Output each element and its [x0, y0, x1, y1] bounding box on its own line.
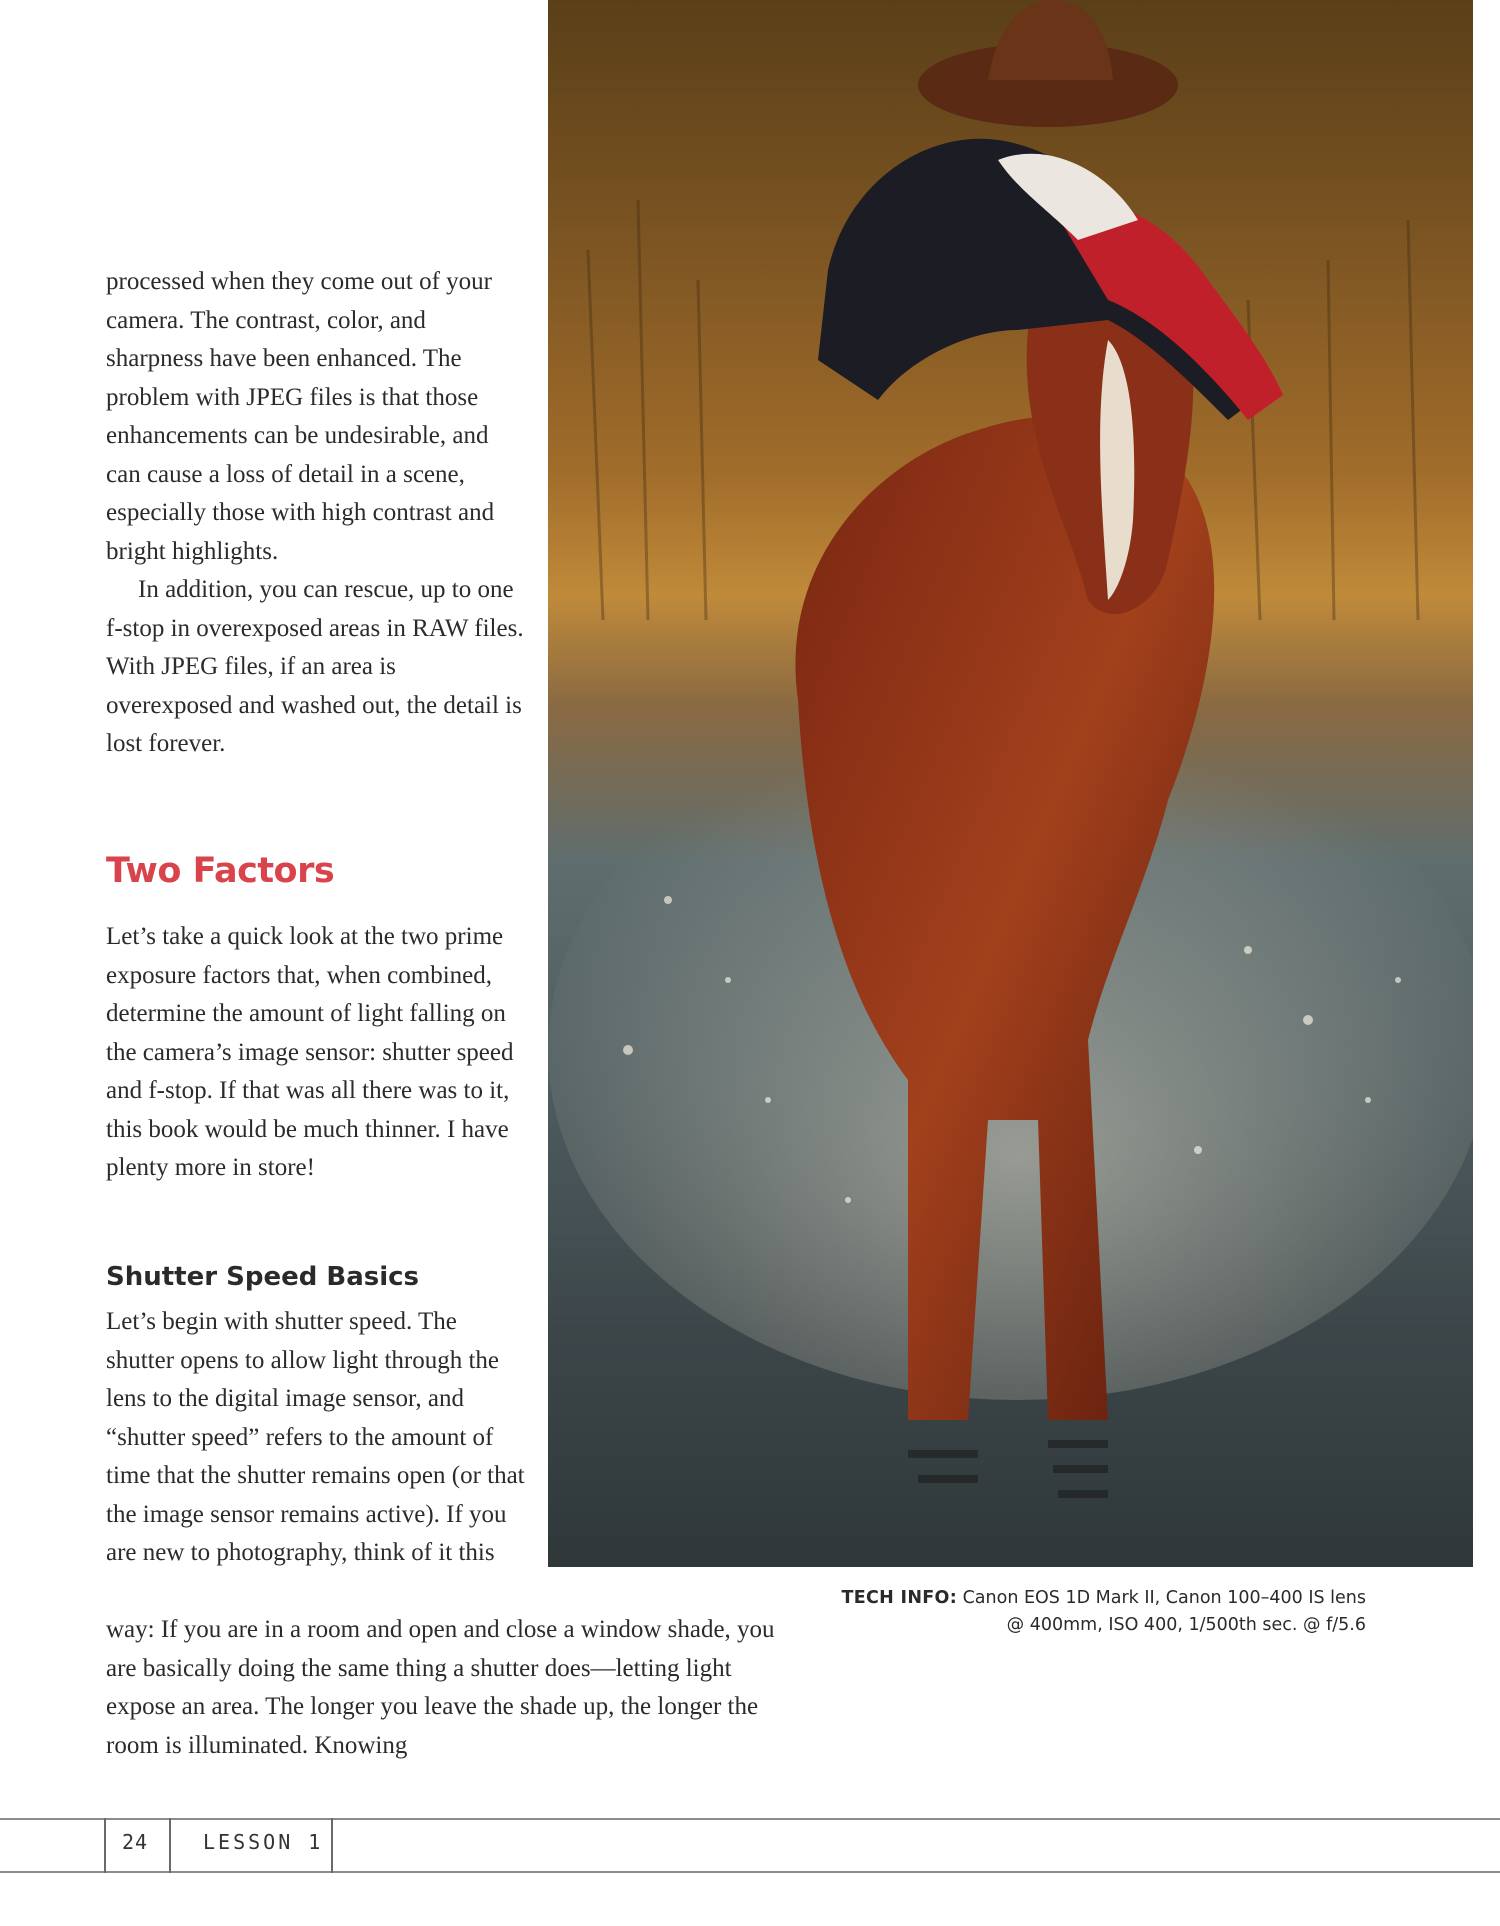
shutter-text-block [106, 1303, 526, 1573]
footer-rule-top [0, 1818, 1500, 1820]
subsection-heading-shutter-speed: Shutter Speed Basics [106, 1262, 420, 1292]
section-heading-two-factors: Two Factors [106, 851, 335, 891]
lesson-label: LESSON 1 [203, 1830, 324, 1854]
intro-paragraph-2: In addition, you can rescue, up to one f-stop in overexposed areas in RAW files. With JPEG files, if an area is overexposed and washed out, the detail is lost forever. [106, 576, 524, 757]
footer-divider-right [331, 1818, 333, 1873]
cowboy-horse-photo [548, 0, 1473, 1567]
shutter-paragraph-narrow: Let’s begin with shutter speed. The shutter opens to allow light through the lens to the digital image sensor, and “shutter speed” refers to the amount of time that the shutter remains open (or that the image sensor remains active). If you are new to photography, think of it this [106, 1308, 525, 1566]
footer-rule-bottom [0, 1871, 1500, 1873]
photo-caption [780, 1585, 1366, 1639]
intro-paragraph-1: processed when they come out of your camera. The contrast, color, and sharpness have been enhanced. The problem with JPEG files is that those enhancements can be undesirable, and can cause a loss of detail in a scene, especially those with high contrast and bright highlights. [106, 268, 495, 565]
caption-line-2: @ 400mm, ISO 400, 1/500th sec. @ f/5.6 [1006, 1615, 1366, 1635]
two-factors-text-block [106, 918, 526, 1188]
page-number: 24 [122, 1830, 149, 1854]
caption-line-1 [780, 1585, 1366, 1612]
shutter-paragraph-wide: way: If you are in a room and open and close a window shade, you are basically doing the same thing a shutter does—letting light expose an area. The longer you leave the shade up, the longer the room is illuminated. Knowing [106, 1616, 775, 1759]
caption-text-1: Canon EOS 1D Mark II, Canon 100–400 IS lens [962, 1588, 1366, 1608]
intro-text-block [106, 263, 526, 764]
shutter-text-block-wide [106, 1611, 786, 1765]
two-factors-paragraph: Let’s take a quick look at the two prime exposure factors that, when combined, determine the amount of light falling on the camera’s image sensor: shutter speed and f-stop. If that was all there was to it, this book would be much thinner. I have plenty more in store! [106, 923, 514, 1181]
photo-illustration [548, 0, 1473, 1567]
footer-divider-left [104, 1818, 106, 1873]
footer-divider-middle [169, 1818, 171, 1873]
caption-label: TECH INFO: [841, 1588, 957, 1608]
